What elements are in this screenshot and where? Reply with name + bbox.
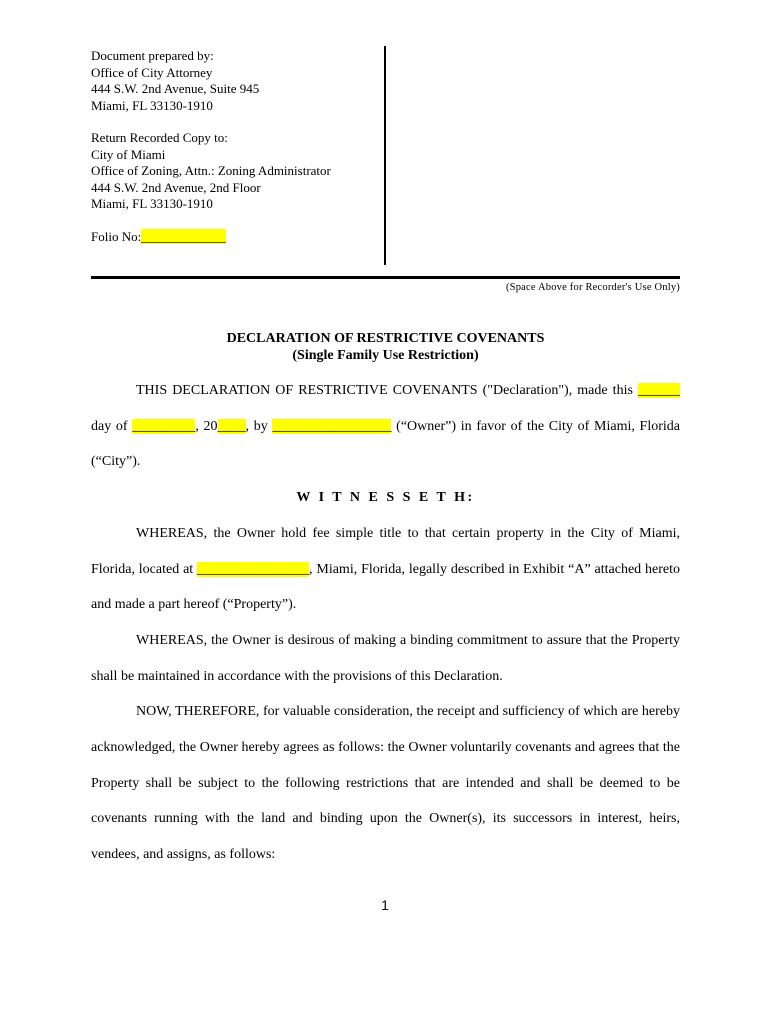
prepared-by-line: Office of City Attorney [91, 64, 213, 80]
folio-blank-field[interactable]: _____________ [141, 228, 226, 244]
by-text: , by [245, 418, 273, 434]
whereas-title-tail: , Miami, Florida, legally described in Exhibit “A” attached hereto and made a part hereof (“Property”). [91, 561, 680, 613]
return-line: Miami, FL 33130-1910 [91, 196, 213, 211]
paragraph-now-therefore: NOW, THEREFORE, for valuable consideration, the receipt and sufficiency of which are hereby acknowledged, the Owner hereby agrees as follows: the Owner voluntarily covenants and agrees that the Property shall be subject to the following restrictions that are intended and shall be deemed to be covenants running with the land and binding upon the Owner(s), its successors in interest, heirs, vendees, and assigns, as follows: [91, 704, 680, 863]
document-title [91, 330, 680, 364]
declaration-body [91, 373, 680, 873]
whereas-title-lead: WHEREAS, the Owner hold fee simple title to that certain property in the City of Miami, Florida, located at [91, 525, 680, 577]
day-of-text: day of [91, 418, 133, 434]
month-blank-field[interactable]: _________ [132, 418, 196, 434]
return-line: Office of Zoning, Attn.: Zoning Administrator [91, 163, 331, 178]
intro-tail: (“Owner”) in favor of the City of Miami, Florida (“City”). [91, 418, 681, 470]
return-line: 444 S.W. 2nd Avenue, 2nd Floor [91, 179, 261, 195]
paragraph-whereas-commitment: WHEREAS, the Owner is desirous of making a binding commitment to assure that the Property shall be maintained in accordance with the provisions of this Declaration. [91, 632, 680, 684]
preparer-block [91, 48, 386, 245]
year-blank-field[interactable]: ____ [217, 418, 246, 434]
recorder-divider [91, 276, 680, 279]
title-line-2: (Single Family Use Restriction) [292, 348, 479, 363]
return-line: Return Recorded Copy to: [91, 130, 228, 145]
prepared-by-line: Document prepared by: [91, 48, 214, 63]
witnesseth-heading: W I T N E S S E T H: [296, 490, 475, 506]
title-line-1: DECLARATION OF RESTRICTIVE COVENANTS [226, 331, 545, 346]
folio-label: Folio No: [91, 228, 142, 244]
year-prefix: , 20 [195, 418, 218, 434]
page-number: 1 [381, 897, 389, 913]
day-blank-field[interactable]: ______ [638, 383, 680, 398]
recorder-note: (Space Above for Recorder's Use Only) [505, 282, 680, 293]
prepared-by-line: Miami, FL 33130-1910 [91, 97, 213, 113]
vertical-divider [384, 46, 386, 265]
intro-lead: THIS DECLARATION OF RESTRICTIVE COVENANTS ("Declaration"), made this [136, 383, 633, 398]
folio-row [91, 229, 386, 246]
owner-blank-field[interactable]: _________________ [272, 418, 392, 434]
paragraph-intro [91, 373, 680, 480]
address-blank-field[interactable]: ________________ [197, 561, 310, 577]
paragraph-whereas-title [91, 516, 680, 623]
prepared-by-line: 444 S.W. 2nd Avenue, Suite 945 [91, 81, 260, 96]
return-line: City of Miami [91, 146, 166, 162]
